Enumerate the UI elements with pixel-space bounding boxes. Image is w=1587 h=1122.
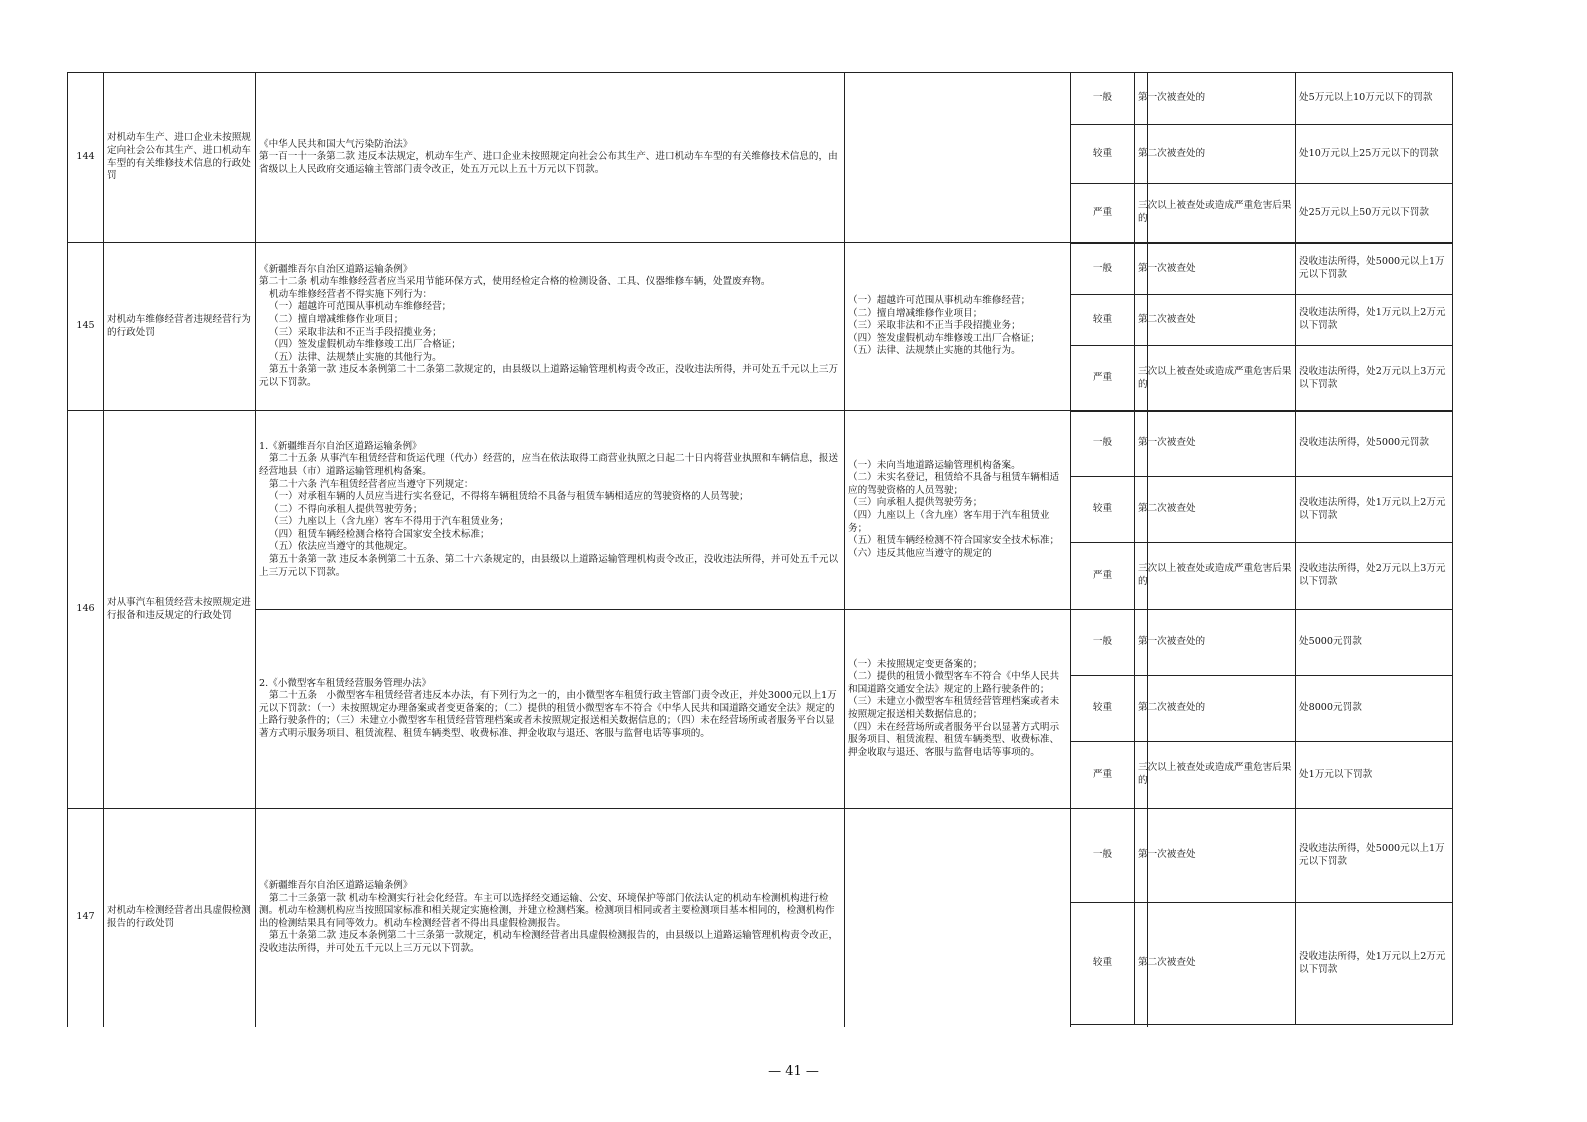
violation-conduct xyxy=(845,73,1071,243)
discretion-row: 较重 第二次被查处 没收违法所得，处1万元以上2万元以下罚款 xyxy=(1071,903,1453,1025)
violation-conduct: （一）未按照规定变更备案的； （二）提供的租赁小微型客车不符合《中华人民共和国道路交通安全法》规定的上路行驶条件的； （三）未建立小微型客车租赁经营管理档案或者未按照规定报送相关数据信息的； （四）未在经营场所或者服务平台以显著方式明示服务项目、租赁流程、租赁车辆类型、收费标准、押金收取与退还、客服与监督电话等事项的。 xyxy=(845,610,1071,809)
table-row-144 xyxy=(68,73,1148,243)
discretion-table-146b xyxy=(1070,609,1453,809)
discretion-row: 一般 第一次被查处的 处5000元罚款 xyxy=(1071,610,1453,676)
page-number: — 41 — xyxy=(768,1064,819,1079)
discretion-row: 较重 第二次被查处的 处10万元以上25万元以下的罚款 xyxy=(1071,125,1453,184)
row-number: 145 xyxy=(68,243,104,411)
discretion-row: 一般 第一次被查处 没收违法所得，处5000元以上1万元以下罚款 xyxy=(1071,809,1453,903)
table-row-146a xyxy=(68,411,1148,610)
legal-basis: 《新疆维吾尔自治区道路运输条例》 第二十二条 机动车维修经营者应当采用节能环保方式，使用经检定合格的检测设备、工具、仪器维修车辆，处置废弃物。 机动车维修经营者不得实施下列行为： （一）超越许可范围从事机动车维修经营； （二）擅自增减维修作业项目； （三）采取非法和不正当手段招揽业务； （四）签发虚假机动车维修竣工出厂合格证； （五）法律、法规禁止实施的其他行为。 第五十条第一款 违反本条例第二十二条第二款规定的，由县级以上道路运输管理机构责令改正，没收违法所得，并可处五千元以上三万元以下罚款。 xyxy=(256,243,845,411)
legal-basis: 2.《小微型客车租赁经营服务管理办法》 第二十五条 小微型客车租赁经营者违反本办法，有下列行为之一的，由小微型客车租赁行政主管部门责令改正，并处3000元以上1万元以下罚款：（一）未按照规定办理备案或者变更备案的；（二）提供的租赁小微型客车不符合《中华人民共和国道路交通安全法》规定的上路行驶条件的；（三）未建立小微型客车租赁经营管理档案或者未按照规定报送相关数据信息的；（四）未在经营场所或者服务平台以显著方式明示服务项目、租赁流程、租赁车辆类型、收费标准、押金收取与退还、客服与监督电话等事项的。 xyxy=(256,610,845,809)
discretion-table-145 xyxy=(1070,243,1453,412)
violation-conduct: （一）未向当地道路运输管理机构备案。 （二）未实名登记，租赁给不具备与租赁车辆相适应的驾驶资格的人员驾驶； （三）向承租人提供驾驶劳务； （四）九座以上（含九座）客车用于汽车租赁业务； （五）租赁车辆经检测不符合国家安全技术标准； （六）违反其他应当遵守的规定的 xyxy=(845,411,1071,610)
row-number: 147 xyxy=(68,809,104,1027)
item-name: 对机动车维修经营者违规经营行为的行政处罚 xyxy=(104,243,256,411)
discretion-row: 严重 三次以上被查处或造成严重危害后果的 处1万元以下罚款 xyxy=(1071,742,1453,809)
row-number: 146 xyxy=(68,411,104,809)
item-name: 对机动车检测经营者出具虚假检测报告的行政处罚 xyxy=(104,809,256,1027)
discretion-row: 较重 第二次被查处 没收违法所得，处1万元以上2万元以下罚款 xyxy=(1071,477,1453,543)
discretion-table-147 xyxy=(1070,808,1453,1025)
legal-basis: 《新疆维吾尔自治区道路运输条例》 第二十三条第一款 机动车检测实行社会化经营。车主可以选择经交通运输、公安、环境保护等部门依法认定的机动车检测机构进行检测。机动车检测机构应当按照国家标准和相关规定实施检测，并建立检测档案。检测项目相同或者主要检测项目基本相同的，检测机构作出的检测结果具有同等效力。机动车检测经营者不得出具虚假检测报告。 第五十条第二款 违反本条例第二十三条第一款规定，机动车检测经营者出具虚假检测报告的，由县级以上道路运输管理机构责令改正，没收违法所得，并可处五千元以上三万元以下罚款。 xyxy=(256,809,845,1027)
discretion-row: 较重 第二次被查处的 处8000元罚款 xyxy=(1071,676,1453,742)
legal-basis: 1.《新疆维吾尔自治区道路运输条例》 第二十五条 从事汽车租赁经营和货运代理（代办）经营的，应当在依法取得工商营业执照之日起二十日内将营业执照和车辆信息，报送经营地县（市）道路运输管理机构备案。 第二十六条 汽车租赁经营者应当遵守下列规定： （一）对承租车辆的人员应当进行实名登记，不得将车辆租赁给不具备与租赁车辆相适应的驾驶资格的人员驾驶； （二）不得向承租人提供驾驶劳务； （三）九座以上（含九座）客车不得用于汽车租赁业务； （四）租赁车辆经检测合格符合国家安全技术标准； （五）依法应当遵守的其他规定。 第五十条第一款 违反本条例第二十五条、第二十六条规定的，由县级以上道路运输管理机构责令改正，没收违法所得，并可处五千元以上三万元以下罚款。 xyxy=(256,411,845,610)
discretion-row: 严重 三次以上被查处或造成严重危害后果的 没收违法所得，处2万元以上3万元以下罚款 xyxy=(1071,346,1453,412)
discretion-table-144 xyxy=(1070,72,1453,243)
table-row-145 xyxy=(68,243,1148,411)
discretion-row: 严重 三次以上被查处或造成严重危害后果的 处25万元以上50万元以下罚款 xyxy=(1071,184,1453,243)
item-name: 对从事汽车租赁经营未按照规定进行报备和违反规定的行政处罚 xyxy=(104,411,256,809)
discretion-row: 严重 三次以上被查处或造成严重危害后果的 没收违法所得，处2万元以上3万元以下罚款 xyxy=(1071,543,1453,610)
table-row-147 xyxy=(68,809,1148,1027)
row-number: 144 xyxy=(68,73,104,243)
discretion-table-146a xyxy=(1070,410,1453,610)
legal-basis: 《中华人民共和国大气污染防治法》 第一百一十一条第二款 违反本法规定，机动车生产、进口企业未按照规定向社会公布其生产、进口机动车车型的有关维修技术信息的，由省级以上人民政府交通运输主管部门责令改正，处五万元以上五十万元以下罚款。 xyxy=(256,73,845,243)
discretion-row: 一般 第一次被查处 没收违法所得，处5000元罚款 xyxy=(1071,411,1453,477)
penalty-table xyxy=(67,72,1148,1027)
violation-conduct: （一）超越许可范围从事机动车维修经营； （二）擅自增减维修作业项目； （三）采取非法和不正当手段招揽业务； （四）签发虚假机动车维修竣工出厂合格证； （五）法律、法规禁止实施的其他行为。 xyxy=(845,243,1071,411)
discretion-row: 一般 第一次被查处的 处5万元以上10万元以下的罚款 xyxy=(1071,73,1453,125)
violation-conduct xyxy=(845,809,1071,1027)
item-name: 对机动车生产、进口企业未按照规定向社会公布其生产、进口机动车车型的有关维修技术信息的行政处罚 xyxy=(104,73,256,243)
discretion-row: 一般 第一次被查处 没收违法所得，处5000元以上1万元以下罚款 xyxy=(1071,244,1453,295)
discretion-row: 较重 第二次被查处 没收违法所得，处1万元以上2万元以下罚款 xyxy=(1071,295,1453,346)
